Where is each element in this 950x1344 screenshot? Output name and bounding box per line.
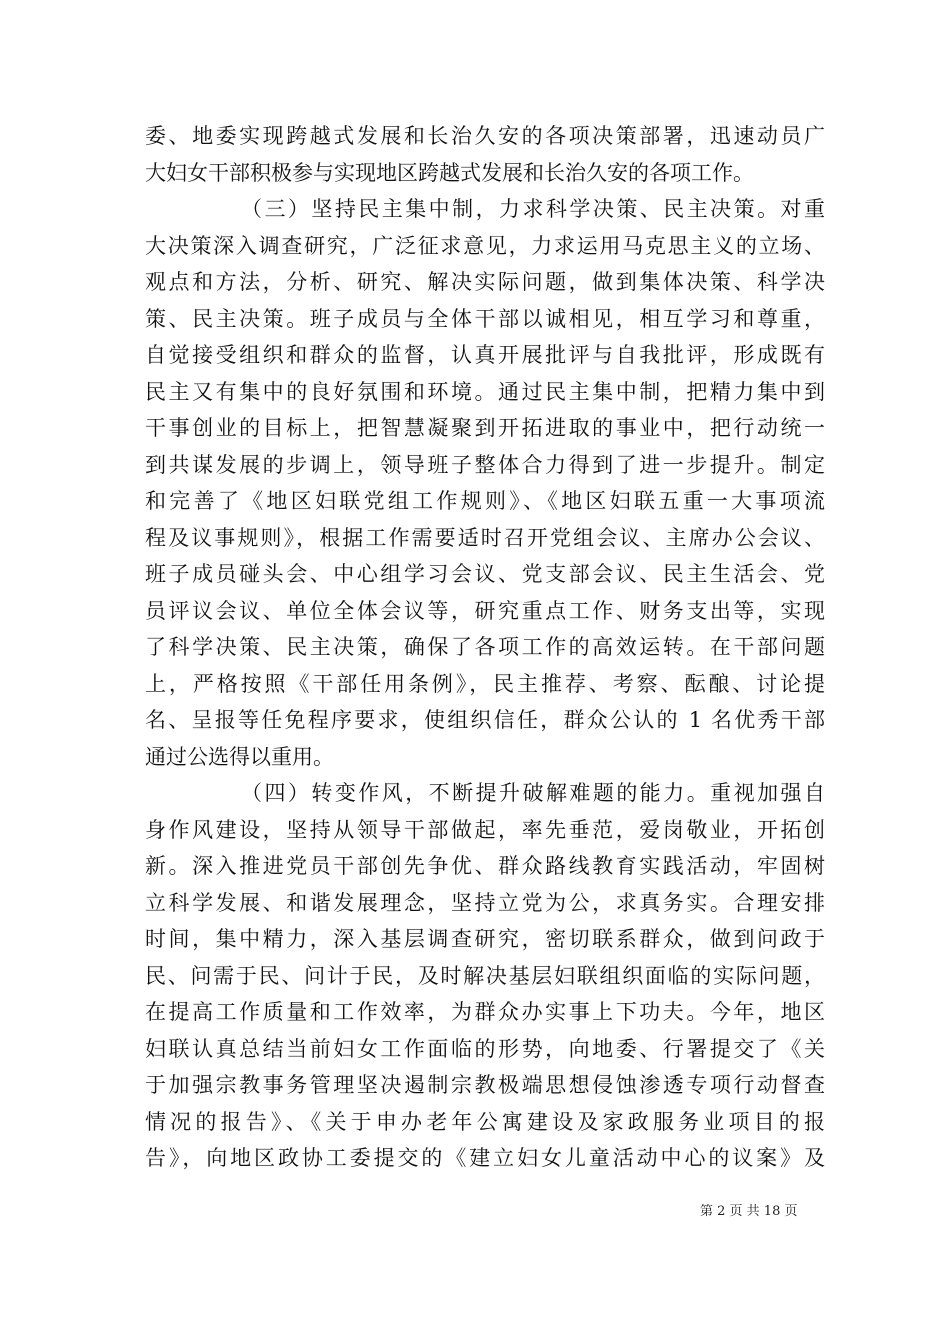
- body-text: [145, 118, 825, 1177]
- section-heading-line: （四）转变作风，不断提升破解难题的能力。重视加强自: [241, 781, 825, 805]
- page-number-footer: 第 2 页 共 18 页: [700, 1204, 798, 1219]
- text-line: 和完善了《地区妇联党组工作规则》、《地区妇联五重一大事项流: [145, 489, 825, 513]
- text-line: 时间，集中精力，深入基层调查研究，密切联系群众，做到问政于: [145, 927, 825, 951]
- text-line: 民主又有集中的良好氛围和环境。通过民主集中制，把精力集中到: [145, 379, 825, 404]
- text-line: 于加强宗教事务管理坚决遏制宗教极端思想侵蚀渗透专项行动督查: [145, 1073, 825, 1097]
- text-line: 上，严格按照《干部任用条例》，民主推荐、考察、酝酿、讨论提: [145, 671, 825, 696]
- text-line: 情况的报告》、《关于申办老年公寓建设及家政服务业项目的报: [145, 1109, 825, 1134]
- text-line: 自觉接受组织和群众的监督，认真开展批评与自我批评，形成既有: [145, 343, 825, 367]
- text-line: 观点和方法，分析、研究、解决实际问题，做到集体决策、科学决: [145, 270, 825, 294]
- text-line: 名、呈报等任免程序要求，使组织信任，群众公认的 1 名优秀干部: [145, 708, 825, 732]
- text-line: 委、地委实现跨越式发展和长治久安的各项决策部署，迅速动员广: [145, 124, 825, 148]
- section-heading-line: （三）坚持民主集中制，力求科学决策、民主决策。对重: [241, 197, 825, 221]
- text-line: 在提高工作质量和工作效率，为群众办实事上下功夫。今年，地区: [145, 1000, 825, 1024]
- text-line: 干事创业的目标上，把智慧凝聚到开拓进取的事业中，把行动统一: [145, 416, 825, 440]
- text-line: 大决策深入调查研究，广泛征求意见，力求运用马克思主义的立场、: [145, 233, 825, 258]
- text-line: 新。深入推进党员干部创先争优、群众路线教育实践活动，牢固树: [145, 854, 825, 878]
- text-line: 班子成员碰头会、中心组学习会议、党支部会议、民主生活会、党: [145, 562, 825, 586]
- text-line: 了科学决策、民主决策，确保了各项工作的高效运转。在干部问题: [145, 635, 825, 659]
- text-line: 程及议事规则》，根据工作需要适时召开党组会议、主席办公会议、: [145, 525, 825, 550]
- text-line: 大妇女干部积极参与实现地区跨越式发展和长治久安的各项工作。: [145, 160, 754, 185]
- text-line: 员评议会议、单位全体会议等，研究重点工作、财务支出等，实现: [145, 598, 825, 623]
- text-line: 告》，向地区政协工委提交的《建立妇女儿童活动中心的议案》及: [145, 1146, 825, 1170]
- text-line: 策、民主决策。班子成员与全体干部以诚相见，相互学习和尊重，: [145, 306, 825, 331]
- text-line: 妇联认真总结当前妇女工作面临的形势，向地委、行署提交了《关: [145, 1036, 825, 1061]
- text-line: 身作风建设，坚持从领导干部做起，率先垂范，爱岗敬业，开拓创: [145, 817, 825, 842]
- text-line: 立科学发展、和谐发展理念，坚持立党为公，求真务实。合理安排: [145, 890, 825, 915]
- text-line: 到共谋发展的步调上，领导班子整体合力得到了进一步提升。制定: [145, 452, 825, 477]
- text-line: 民、问需于民、问计于民，及时解决基层妇联组织面临的实际问题，: [145, 963, 825, 988]
- text-line: 通过公选得以重用。: [145, 744, 334, 769]
